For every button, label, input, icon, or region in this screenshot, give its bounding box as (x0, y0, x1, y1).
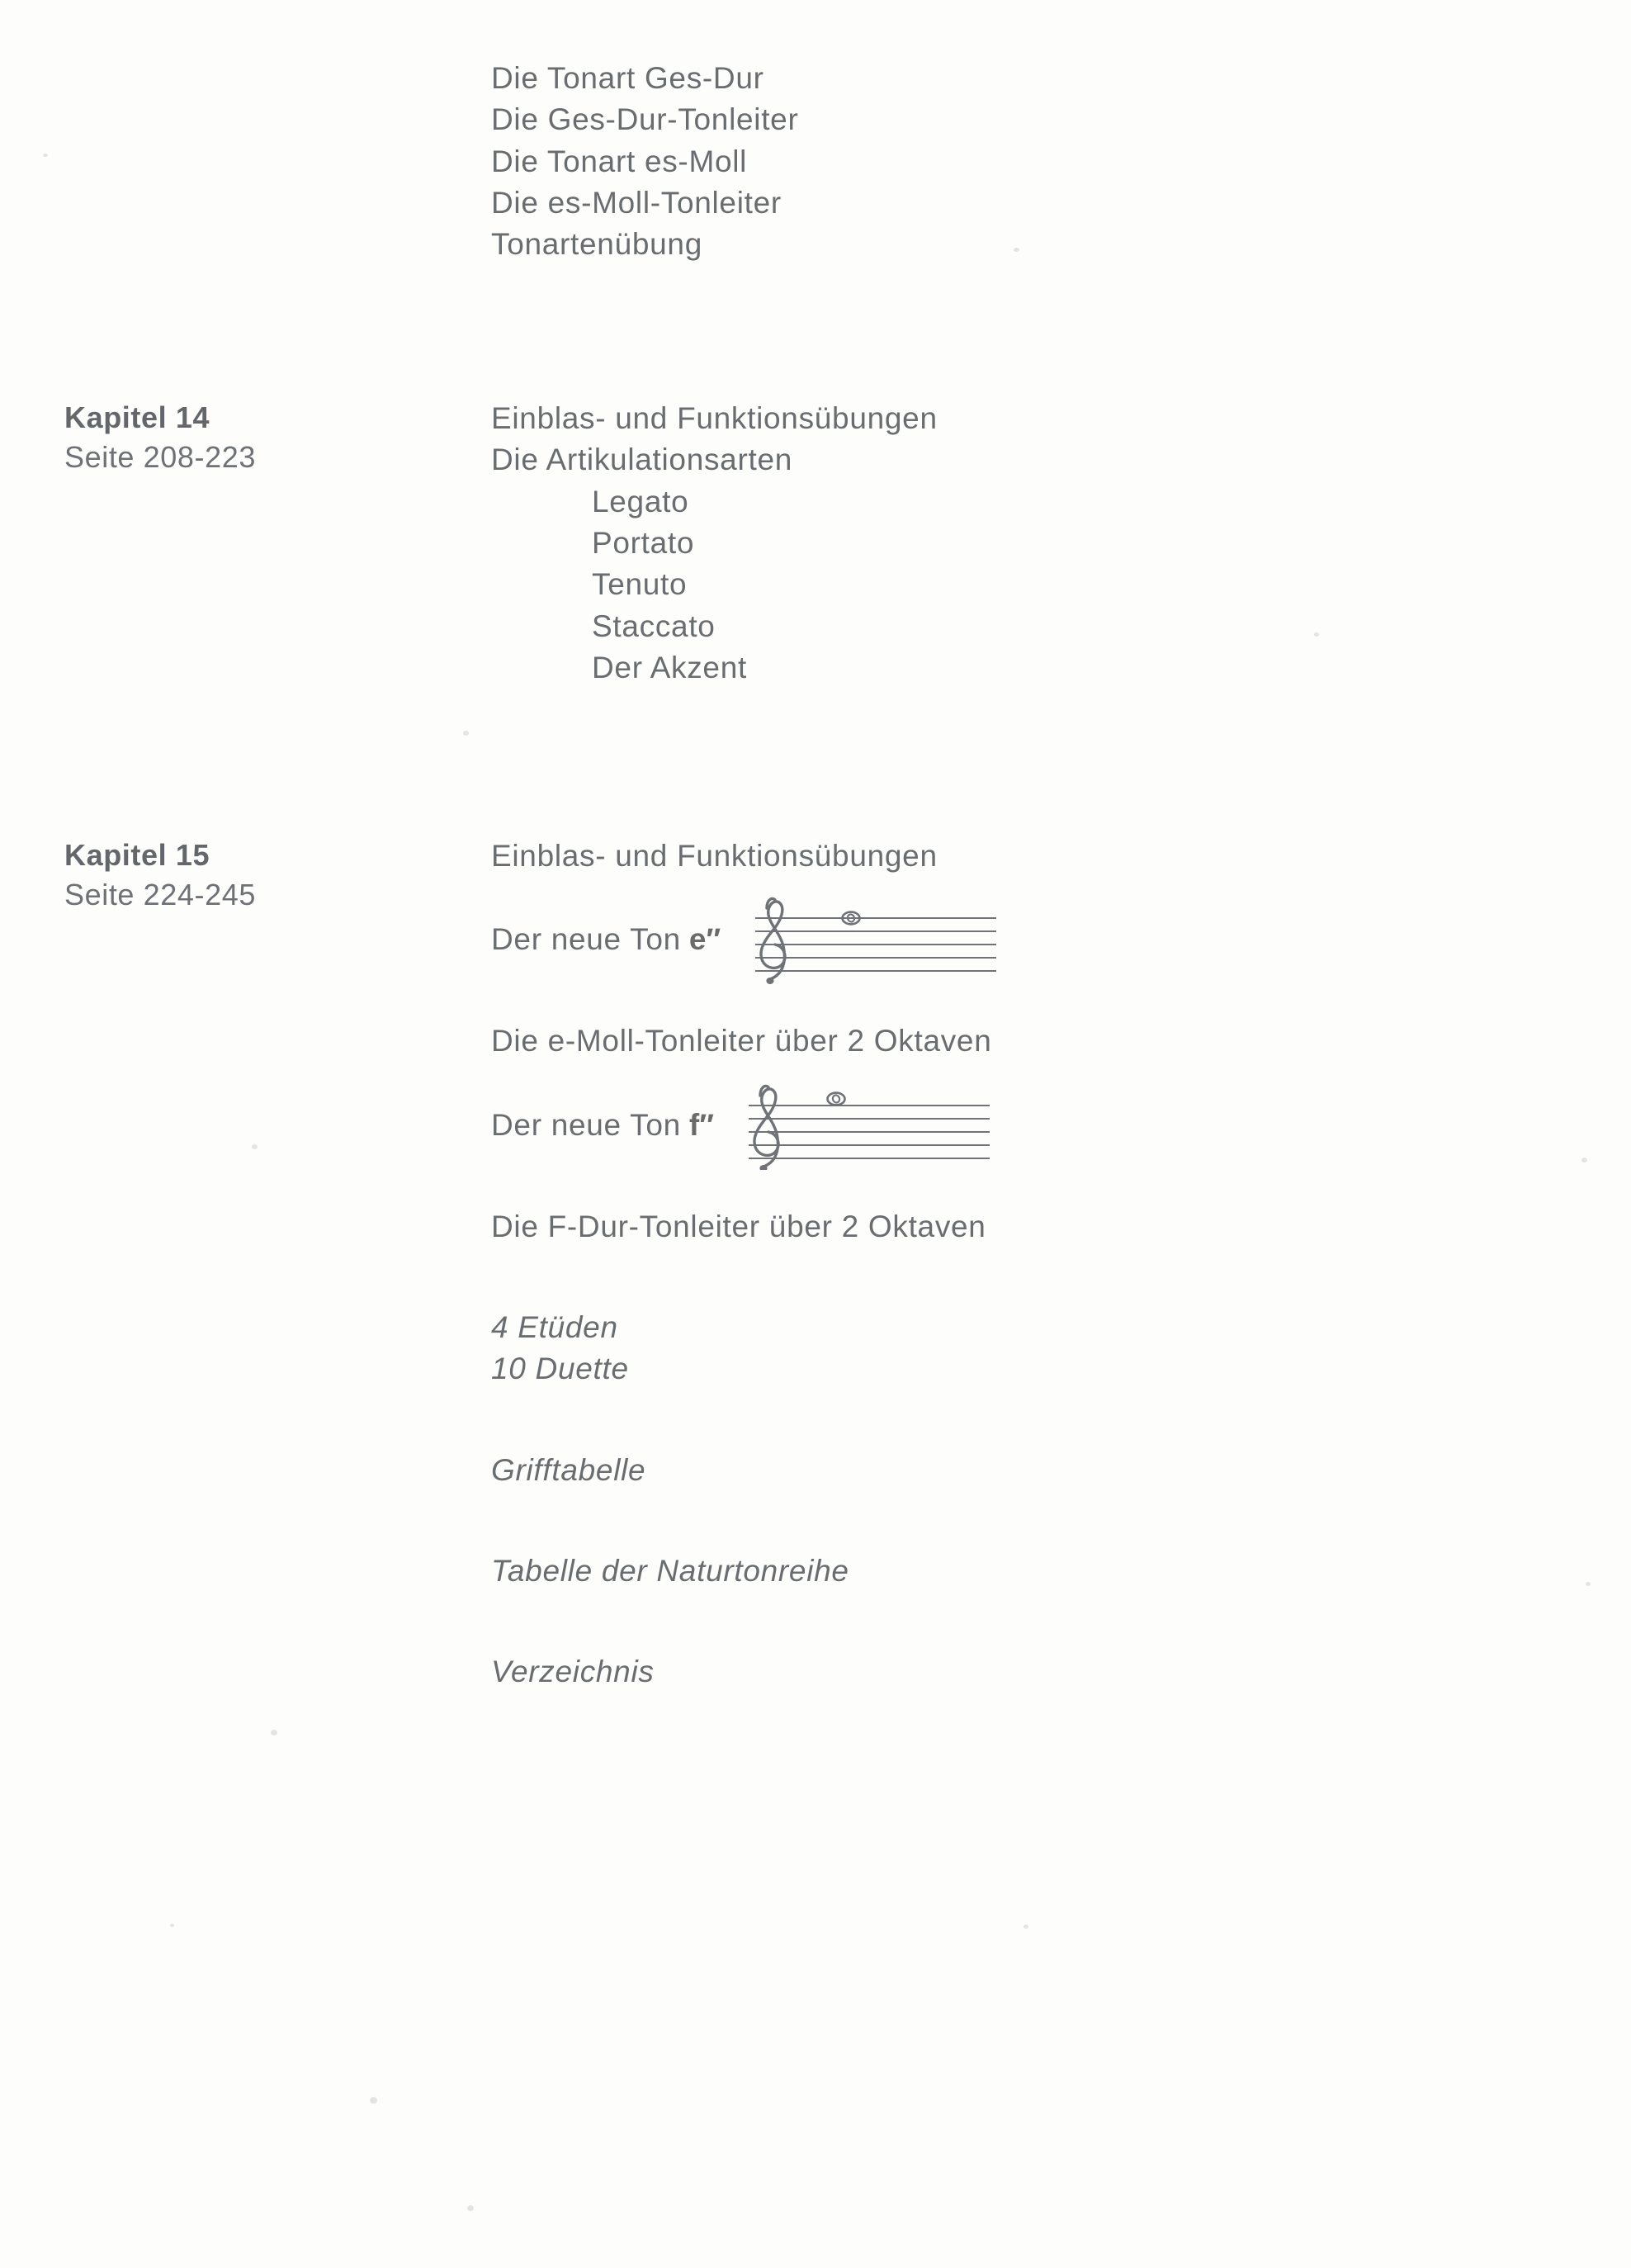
chapter-pages: Seite 224-245 (64, 878, 256, 912)
scan-speck (1024, 1925, 1028, 1929)
scan-speck (370, 2097, 377, 2104)
toc-entry: Die e-Moll-Tonleiter über 2 Oktaven (491, 1024, 992, 1058)
new-note-row-e (491, 895, 1482, 984)
new-note-pitch: e″ (688, 922, 721, 957)
scan-speck (467, 2205, 474, 2211)
chapter-pages: Seite 208-223 (64, 440, 256, 475)
toc-entry: Die Artikulationsarten (491, 443, 793, 477)
scan-speck (1581, 1158, 1587, 1162)
toc-entry: 4 Etüden (491, 1309, 618, 1344)
toc-entry: Die Tonart Ges-Dur (491, 61, 764, 95)
scan-speck (1586, 1582, 1591, 1586)
toc-entry: Einblas- und Funktionsübungen (491, 839, 938, 873)
music-staff-f (744, 1081, 991, 1170)
toc-entry: Die Tonart es-Moll (491, 144, 748, 178)
toc-entry: Verzeichnis (491, 1655, 655, 1689)
chapter-14-label (64, 398, 461, 477)
scan-speck (463, 731, 469, 736)
chapter-15-label (64, 836, 461, 915)
toc-entry: Staccato (592, 608, 716, 643)
toc-entry: Tonartenübung (491, 227, 702, 262)
scan-speck (170, 1924, 174, 1927)
chapter-15-entries (491, 836, 1482, 1693)
scan-speck (43, 154, 48, 157)
new-note-label: Der neue Ton (491, 922, 681, 957)
toc-entry: Grifftabelle (491, 1452, 646, 1487)
new-note-row-f (491, 1081, 1482, 1170)
new-note-label: Der neue Ton (491, 1107, 681, 1142)
toc-entry: Die F-Dur-Tonleiter über 2 Oktaven (491, 1209, 986, 1243)
chapter-14-entries (491, 398, 1482, 689)
scan-speck (252, 1144, 258, 1149)
scan-speck (271, 1730, 277, 1735)
chapter-title: Kapitel 15 (64, 838, 210, 872)
new-note-pitch: f″ (688, 1107, 714, 1142)
toc-entry: Die Ges-Dur-Tonleiter (491, 102, 799, 137)
toc-entry: 10 Duette (491, 1352, 629, 1386)
top-section (491, 58, 1482, 266)
toc-entry: Tabelle der Naturtonreihe (491, 1553, 849, 1588)
music-staff-e (750, 895, 998, 984)
chapter-title: Kapitel 14 (64, 400, 210, 434)
toc-entry: Portato (592, 525, 695, 560)
toc-entry: Legato (592, 484, 689, 518)
toc-entry: Tenuto (592, 567, 688, 602)
toc-entry: Die es-Moll-Tonleiter (491, 185, 782, 220)
toc-entry: Einblas- und Funktionsübungen (491, 401, 938, 435)
toc-entry: Der Akzent (592, 650, 747, 684)
